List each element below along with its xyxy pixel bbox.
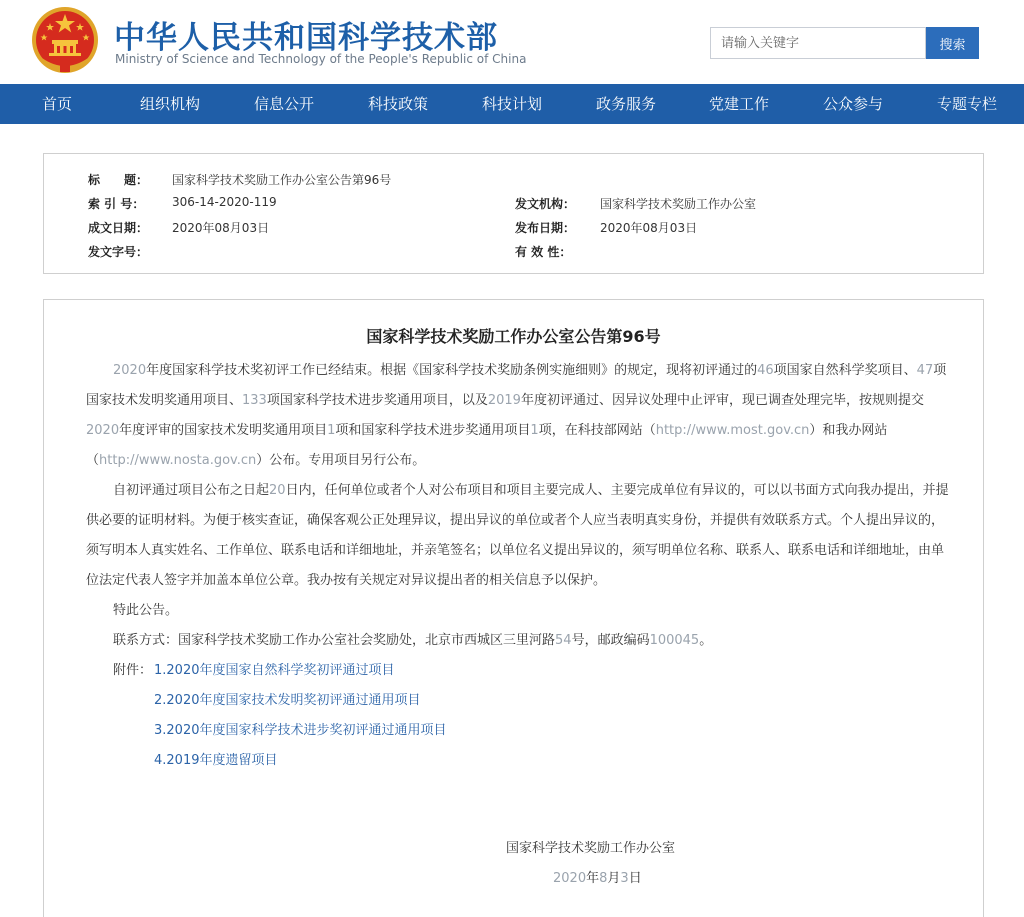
meta-created-value: 2020年08月03日: [172, 221, 270, 235]
paragraph-2: [86, 476, 954, 596]
nav-item-services[interactable]: 政务服务: [596, 95, 657, 113]
nav-item-topics[interactable]: 专题专栏: [937, 95, 998, 113]
p1-text: 项和国家科学技术进步奖通用项目: [335, 423, 531, 438]
search-input[interactable]: [710, 27, 926, 59]
document-metadata: [43, 153, 984, 274]
p1-text: 项，在科技部网站（: [538, 423, 656, 438]
p1-text: 年度评审的国家技术发明奖通用项目: [119, 423, 328, 438]
meta-validity-label: 有 效 性：: [515, 245, 572, 259]
p2-text: 日内，任何单位或者个人对公布项目和项目主要完成人、主要完成单位有异议的，可以以书面方式向我办提出，并提供必要的证明材料。为便于核实查证，确保客观公正处理异议，提出异议的单位或者个人应当表明真实身份，并提供有效联系方式。个人提出异议的，须写明本人真实姓名、工作单位、联系电话和详细地址，并亲笔签名；以单位名义提出异议的，须写明单位名称、联系人、联系电话和详细地址，由单位法定代表人签字并加盖本单位公章。我办按有关规定对异议提出者的相关信息予以保护。: [86, 483, 949, 588]
meta-issuer-label: 发文机构：: [515, 197, 576, 211]
contact-text: 联系方式：国家科学技术奖励工作办公室社会奖励处，北京市西城区三里河路: [113, 633, 556, 648]
attachment-link-4[interactable]: 4.2019年度遗留项目: [154, 753, 278, 768]
p1-number: 2019: [487, 393, 521, 408]
signature-organization: 国家科学技术奖励工作办公室: [506, 841, 676, 856]
date-day: 3: [620, 871, 629, 886]
p1-text: ）和我办网站（: [86, 423, 888, 468]
p1-number: 46: [757, 363, 774, 378]
contact-info: [113, 629, 712, 648]
contact-text: 。: [699, 633, 713, 648]
meta-docno-label: 发文字号：: [88, 245, 149, 259]
p1-number: 2020: [86, 423, 120, 438]
signature-date: [553, 867, 642, 886]
p1-number: 47: [916, 363, 934, 378]
site-header: [0, 0, 1024, 84]
p1-text: ）公布。专用项目另行公布。: [256, 453, 426, 468]
attachment-link-2[interactable]: 2.2020年度国家技术发明奖初评通过通用项目: [154, 693, 421, 708]
postal-code: 100045: [649, 633, 700, 648]
date-unit: 日: [628, 871, 642, 886]
attachment-link-1[interactable]: 1.2020年度国家自然科学奖初评通过项目: [154, 663, 395, 678]
notice-text: 特此公告。: [113, 603, 179, 618]
p2-number: 20: [269, 483, 286, 498]
nav-item-home[interactable]: 首页: [42, 95, 73, 113]
paragraph-1: [86, 356, 954, 476]
p1-text: 项国家科学技术进步奖通用项目，以及: [266, 393, 488, 408]
p1-number: 1: [530, 423, 539, 438]
document-title: 国家科学技术奖励工作办公室公告第96号: [366, 327, 661, 346]
site-title[interactable]: 中华人民共和国科学技术部: [114, 20, 498, 56]
nav-item-info-disclosure[interactable]: 信息公开: [254, 95, 315, 113]
attachments-label: 附件：: [113, 663, 153, 678]
nav-item-policy[interactable]: 科技政策: [368, 95, 429, 113]
p1-text: 年度国家科学技术奖初评工作已经结束。根据《国家科学技术奖励条例实施细则》的规定，现将初评通过的: [146, 363, 758, 378]
p1-text: 项国家自然科学奖项目、: [773, 363, 917, 378]
nav-item-organization[interactable]: 组织机构: [140, 95, 201, 113]
document-content: [43, 299, 984, 917]
nav-item-programs[interactable]: 科技计划: [482, 95, 543, 113]
attachment-link-3[interactable]: 3.2020年度国家科学技术进步奖初评通过通用项目: [154, 723, 447, 738]
p1-number: 133: [242, 393, 267, 408]
meta-index-label: 索 引 号：: [88, 197, 145, 211]
national-emblem-icon[interactable]: [30, 6, 100, 76]
search-button[interactable]: 搜索: [926, 27, 979, 59]
nav-item-party[interactable]: 党建工作: [709, 95, 770, 113]
nav-item-public[interactable]: 公众参与: [823, 95, 884, 113]
nosta-website-link[interactable]: http://www.nosta.gov.cn: [99, 453, 257, 468]
meta-title-value: 国家科学技术奖励工作办公室公告第96号: [172, 173, 392, 187]
meta-created-label: 成文日期：: [88, 221, 149, 235]
date-month: 8: [599, 871, 608, 886]
p2-text: 自初评通过项目公布之日起: [113, 483, 270, 498]
p1-number: 2020: [113, 363, 147, 378]
meta-title-label: 标 题：: [88, 173, 149, 187]
date-unit: 月: [607, 871, 621, 886]
p1-number: 1: [327, 423, 336, 438]
p1-text: 项国家技术发明奖通用项目、: [86, 363, 947, 408]
meta-index-value: 306-14-2020-119: [172, 195, 277, 209]
main-nav: [0, 84, 1024, 124]
date-year: 2020: [553, 871, 587, 886]
most-website-link[interactable]: http://www.most.gov.cn: [655, 423, 810, 438]
site-subtitle: Ministry of Science and Technology of the People's Republic of China: [115, 52, 527, 66]
contact-text: 号，邮政编码: [571, 633, 650, 648]
date-unit: 年: [586, 871, 600, 886]
meta-issuer-value: 国家科学技术奖励工作办公室: [600, 197, 757, 211]
contact-number: 54: [555, 633, 572, 648]
p1-text: 年度初评通过、因异议处理中止评审，现已调查处理完毕，按规则提交: [520, 393, 924, 408]
meta-published-value: 2020年08月03日: [600, 221, 698, 235]
meta-published-label: 发布日期：: [515, 221, 576, 235]
